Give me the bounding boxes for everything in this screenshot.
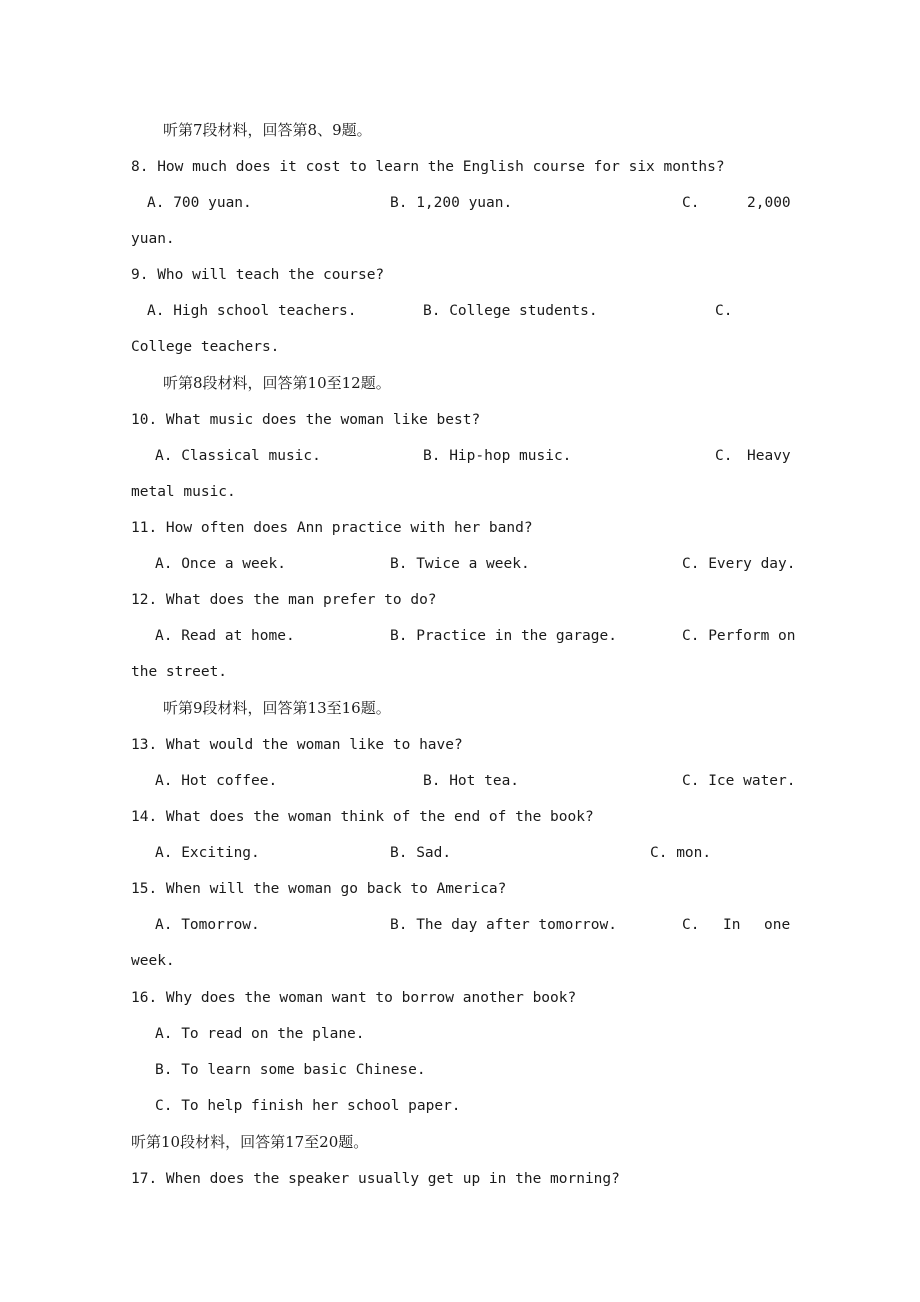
question-12-option-a: A. Read at home. [155,628,295,644]
question-13-option-c: C. Ice water. [682,773,796,789]
question-16-option-a: A. To read on the plane. [155,1026,365,1042]
question-13-option-a: A. Hot coffee. [155,773,278,789]
question-15-stem: 15. When will the woman go back to America? [131,881,507,897]
question-14-option-b: B. Sad. [390,845,452,861]
question-8-stem: 8. How much does it cost to learn the English course for six months? [131,159,725,175]
question-12-option-c: C. Perform on [682,628,796,644]
question-12-option-c-wrap: the street. [131,664,228,680]
section-10-instruction: 听第10段材料，回答第17至20题。 [131,1133,369,1151]
question-11-option-c: C. Every day. [682,556,796,572]
question-14-option-a: A. Exciting. [155,845,260,861]
question-10-option-c-wrap: metal music. [131,484,236,500]
question-15-option-c-letter: C. [682,917,700,933]
question-9-option-b: B. College students. [423,303,598,319]
question-11-option-b: B. Twice a week. [390,556,530,572]
question-8-option-a: A. 700 yuan. [147,195,252,211]
question-14-option-c: C. mon. [650,845,712,861]
question-16-stem: 16. Why does the woman want to borrow another book? [131,990,577,1006]
question-17-stem: 17. When does the speaker usually get up in the morning? [131,1171,620,1187]
question-15-option-a: A. Tomorrow. [155,917,260,933]
question-14-stem: 14. What does the woman think of the end of the book? [131,809,594,825]
question-11-stem: 11. How often does Ann practice with her band? [131,520,533,536]
question-9-option-c-letter: C. [715,303,733,319]
question-12-option-b: B. Practice in the garage. [390,628,617,644]
question-10-option-c-letter: C. [715,448,733,464]
question-8-option-c-number: 2,000 [747,195,791,211]
section-9-instruction: 听第9段材料，回答第13至16题。 [163,699,391,717]
question-15-option-c-wrap: week. [131,953,175,969]
question-9-option-c-wrap: College teachers. [131,339,280,355]
section-8-instruction: 听第8段材料，回答第10至12题。 [163,374,391,392]
question-10-option-b: B. Hip-hop music. [423,448,572,464]
question-16-option-b: B. To learn some basic Chinese. [155,1062,426,1078]
question-10-option-c-word: Heavy [747,448,791,464]
question-16-option-c: C. To help finish her school paper. [155,1098,461,1114]
question-8-option-c-letter: C. [682,195,700,211]
question-12-stem: 12. What does the man prefer to do? [131,592,437,608]
question-15-option-b: B. The day after tomorrow. [390,917,617,933]
question-13-option-b: B. Hot tea. [423,773,520,789]
question-8-option-c-wrap: yuan. [131,231,175,247]
question-15-option-c-one: one [764,917,791,933]
question-13-stem: 13. What would the woman like to have? [131,737,463,753]
question-9-option-a: A. High school teachers. [147,303,357,319]
question-15-option-c-in: In [723,917,741,933]
section-7-instruction: 听第7段材料，回答第8、9题。 [163,121,372,139]
question-8-option-b: B. 1,200 yuan. [390,195,513,211]
question-9-stem: 9. Who will teach the course? [131,267,385,283]
question-10-stem: 10. What music does the woman like best? [131,412,481,428]
question-11-option-a: A. Once a week. [155,556,286,572]
question-10-option-a: A. Classical music. [155,448,321,464]
